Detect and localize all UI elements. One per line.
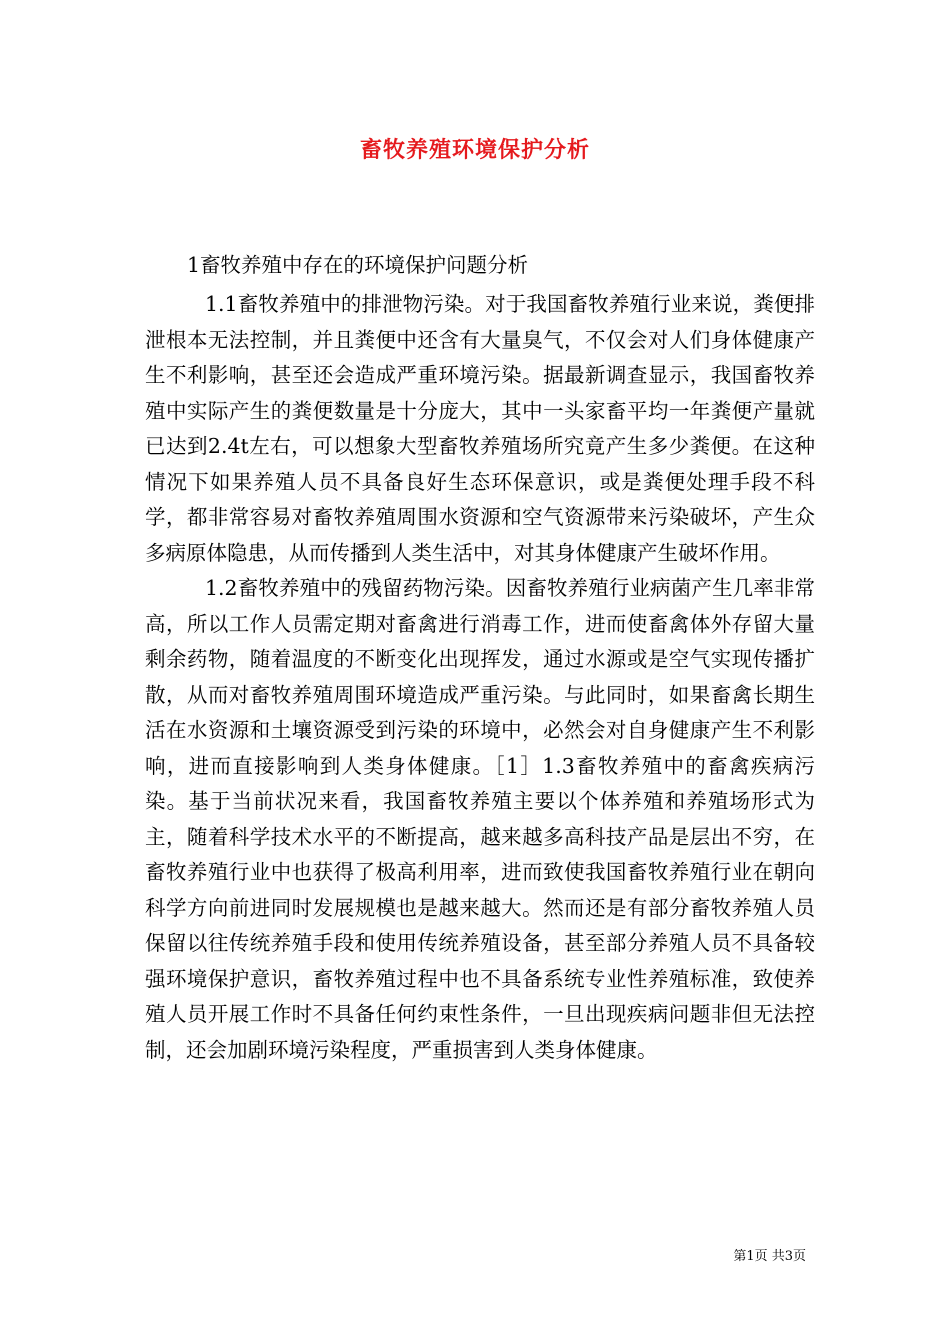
paragraph-1-1: 1.1畜牧养殖中的排泄物污染。对于我国畜牧养殖行业来说，粪便排泄根本无法控制，并且粪便中还含有大量臭气，不仅会对人们身体健康产生不利影响，甚至还会造成严重环境污染。据最新调查显示，我国畜牧养殖中实际产生的粪便数量是十分庞大，其中一头家畜平均一年粪便产量就已达到2.4t左右，可以想象大型畜牧养殖场所究竟产生多少粪便。在这种情况下如果养殖人员不具备良好生态环保意识，或是粪便处理手段不科学，都非常容易对畜牧养殖周围水资源和空气资源带来污染破坏，产生众多病原体隐患，从而传播到人类生活中，对其身体健康产生破坏作用。 (145, 292, 815, 565)
paragraph-1-2: 1.2畜牧养殖中的残留药物污染。因畜牧养殖行业病菌产生几率非常高，所以工作人员需定期对畜禽进行消毒工作，进而使畜禽体外存留大量剩余药物，随着温度的不断变化出现挥发，通过水源或是空气实现传播扩散，从而对畜牧养殖周围环境造成严重污染。与此同时，如果畜禽长期生活在水资源和土壤资源受到污染的环境中，必然会对自身健康产生不利影响，进而直接影响到人类身体健康。［1］1.3畜牧养殖中的畜禽疾病污染。基于当前状况来看，我国畜牧养殖主要以个体养殖和养殖场形式为主，随着科学技术水平的不断提高，越来越多高科技产品是层出不穷，在畜牧养殖行业中也获得了极高利用率，进而致使我国畜牧养殖行业在朝向科学方向前进同时发展规模也是越来越大。然而还是有部分畜牧养殖人员保留以往传统养殖手段和使用传统养殖设备，甚至部分养殖人员不具备较强环境保护意识，畜牧养殖过程中也不具备系统专业性养殖标准，致使养殖人员开展工作时不具备任何约束性条件，一旦出现疾病问题非但无法控制，还会加剧环境污染程度，严重损害到人类身体健康。 (145, 576, 815, 1062)
section-heading: 1畜牧养殖中存在的环境保护问题分析 (187, 253, 529, 277)
document-body (145, 287, 815, 1068)
page-title: 畜牧养殖环境保护分析 (359, 137, 590, 163)
page-footer: 第1页 共3页 (733, 1249, 806, 1264)
